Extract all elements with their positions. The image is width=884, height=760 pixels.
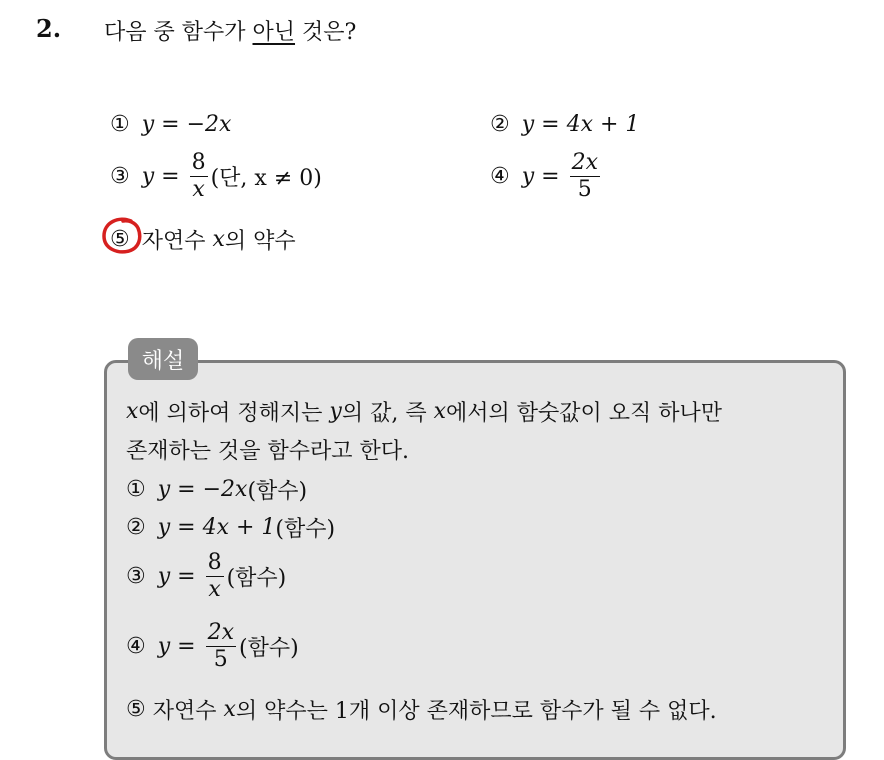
explanation-text-1d: 의 값, 즉: [341, 401, 434, 426]
option-5-var: x: [212, 227, 225, 252]
question-text: [104, 15, 356, 46]
explanation-item-5-text-b: 의 약수는 1개 이상 존재하므로 함수가 될 수 없다.: [235, 699, 717, 724]
explanation-item-4-number: ④: [126, 634, 146, 659]
explanation-item-1-number: ①: [126, 477, 146, 502]
option-3-condition: (단, x ≠ 0): [210, 166, 322, 191]
explanation-item-1-eq: =: [170, 477, 203, 502]
explanation-item-1: [126, 474, 307, 505]
option-1-number: ①: [110, 112, 130, 137]
explanation-line-2: 존재하는 것을 함수라고 한다.: [126, 439, 409, 464]
explanation-item-1-rhs: −2x: [202, 477, 248, 502]
explanation-item-2-tail: (함수): [275, 517, 336, 542]
option-4[interactable]: [490, 152, 603, 201]
question-number: 2.: [36, 14, 62, 43]
explanation-item-3-lhs: y: [157, 564, 171, 589]
option-3[interactable]: [110, 152, 322, 201]
explanation-item-3-tail: (함수): [226, 566, 287, 591]
option-4-eq: =: [534, 164, 567, 189]
explanation-item-4-fraction: [206, 622, 236, 671]
explanation-item-2-lhs: y: [157, 515, 171, 540]
option-3-fraction-numerator: 8: [191, 150, 206, 175]
option-2-number: ②: [490, 112, 510, 137]
explanation-var-y: y: [329, 399, 342, 424]
explanation-tag: 해설: [128, 338, 198, 380]
question-text-after: 것은?: [295, 20, 357, 45]
option-3-number: ③: [110, 164, 130, 189]
explanation-text-1f: 에서의 함숫값이 오직 하나만: [446, 401, 723, 426]
option-3-eq: =: [154, 164, 187, 189]
option-1-lhs: y: [141, 112, 155, 137]
option-4-fraction-numerator: 2x: [571, 150, 598, 175]
explanation-item-1-tail: (함수): [247, 479, 308, 504]
option-2-lhs: y: [521, 112, 535, 137]
option-2-eq: =: [534, 112, 567, 137]
explanation-item-5-text-a: 자연수: [145, 699, 224, 724]
explanation-item-3-fraction: [206, 552, 224, 601]
question-text-underlined: 아닌: [252, 20, 296, 45]
option-3-lhs: y: [141, 164, 155, 189]
explanation-item-5-var: x: [223, 697, 236, 722]
option-2-rhs: 4x + 1: [566, 112, 640, 137]
explanation-item-3-denominator: x: [208, 577, 221, 602]
explanation-item-2-eq: =: [170, 515, 203, 540]
explanation-var-x-2: x: [433, 399, 447, 424]
option-4-fraction-denominator: 5: [577, 177, 592, 202]
option-5-number: ⑤: [110, 227, 130, 252]
explanation-item-4-denominator: 5: [213, 647, 228, 672]
explanation-item-4-lhs: y: [157, 634, 171, 659]
option-2[interactable]: [490, 112, 639, 137]
explanation-item-3: [126, 552, 286, 601]
option-1-rhs: −2x: [186, 112, 232, 137]
option-5-text-b: 의 약수: [224, 229, 296, 254]
explanation-item-5-number: ⑤: [126, 697, 146, 722]
explanation-text-1b: 에 의하여 정해지는: [138, 401, 330, 426]
explanation-item-4-eq: =: [170, 634, 203, 659]
option-4-number: ④: [490, 164, 510, 189]
explanation-item-4-tail: (함수): [239, 636, 299, 661]
explanation-item-3-number: ③: [126, 564, 146, 589]
question-text-before: 다음 중 함수가: [104, 20, 253, 45]
option-5-text-a: 자연수: [141, 229, 213, 254]
answer-circle-mark: [101, 216, 143, 256]
explanation-item-5: [126, 694, 717, 725]
option-3-fraction: [190, 152, 208, 201]
option-1[interactable]: [110, 112, 231, 137]
explanation-item-4-numerator: 2x: [207, 620, 234, 645]
explanation-item-3-numerator: 8: [207, 550, 222, 575]
option-4-fraction: [570, 152, 600, 201]
explanation-item-2: [126, 512, 335, 543]
explanation-var-x-1: x: [126, 399, 139, 424]
explanation-item-2-number: ②: [126, 515, 146, 540]
explanation-line-1: [126, 396, 722, 427]
explanation-item-2-rhs: 4x + 1: [202, 515, 276, 540]
option-4-lhs: y: [521, 164, 535, 189]
explanation-item-1-lhs: y: [157, 477, 171, 502]
option-3-fraction-denominator: x: [192, 177, 205, 202]
explanation-item-3-eq: =: [170, 564, 203, 589]
explanation-item-4: [126, 622, 299, 671]
option-1-eq: =: [154, 112, 187, 137]
